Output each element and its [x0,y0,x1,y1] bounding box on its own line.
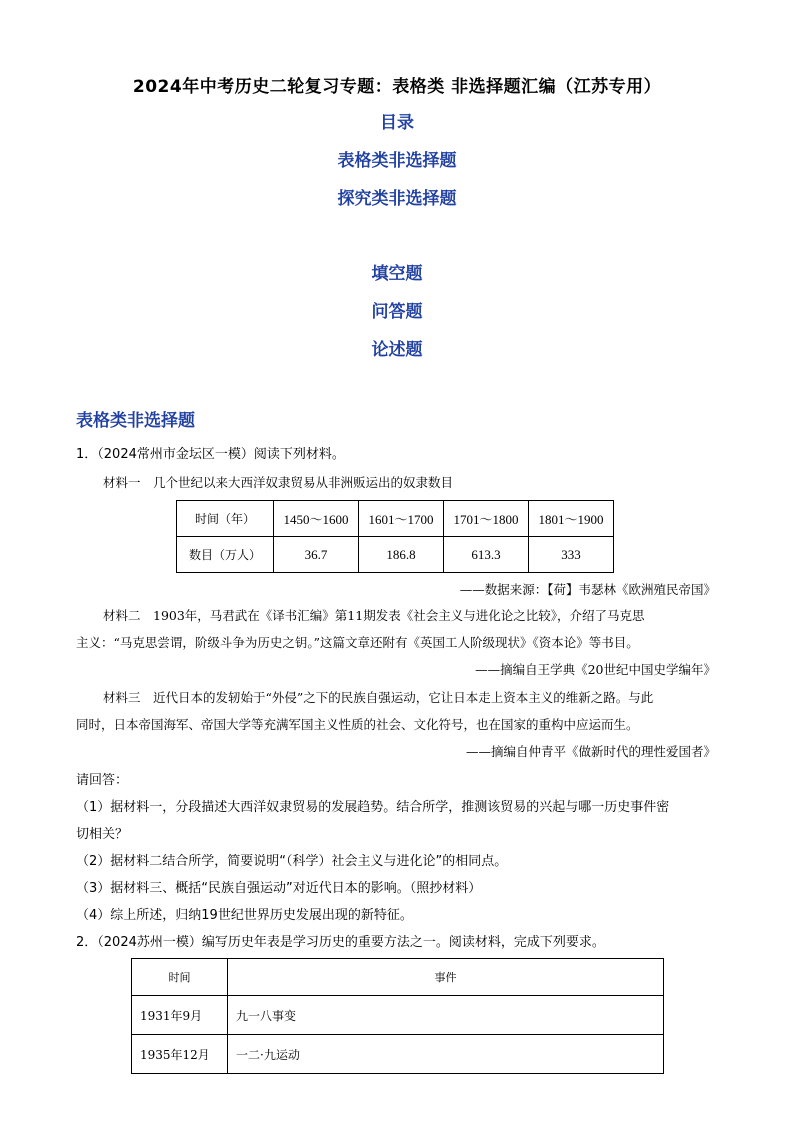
table-row [177,537,614,573]
question-1-stem: 1．（2024常州市金坛区一模）阅读下列材料。 [76,447,345,462]
table-cell: 九一八事变 [228,996,664,1035]
table-row [132,1035,664,1074]
table-cell: 时间 [132,959,228,996]
table-cell: 613.3 [444,537,529,573]
table-cell: 一二·九运动 [228,1035,664,1074]
table-cell: 时间（年） [177,501,274,537]
material-1-source: ——数据来源：【荷】韦瑟林《欧洲殖民帝国》 [459,582,716,597]
table-cell: 1935年12月 [132,1035,228,1074]
sub-question-2: （2）据材料二结合所学，简要说明“（科学）社会主义与进化论”的相同点。 [76,854,508,869]
table-cell: 186.8 [359,537,444,573]
sub-question-1-line-2: 切相关？ [76,827,129,842]
table-cell: 数目（万人） [177,537,274,573]
sub-question-1-line-1: （1）据材料一，分段描述大西洋奴隶贸易的发展趋势。结合所学，推测该贸易的兴起与哪一历史事件密 [76,800,670,815]
table-cell: 333 [529,537,614,573]
material-3-line-2: 同时，日本帝国海军、帝国大学等充满军国主义性质的社会、文化符号，也在国家的重构中应运而生。 [76,717,639,732]
table-cell: 1601～1700 [359,501,444,537]
table-cell: 1701～1800 [444,501,529,537]
sub-question-4: （4）综上所述，归纳19世纪世界历史发展出现的新特征。 [76,908,413,923]
section-heading: 表格类非选择题 [76,411,195,431]
material-3-source: ——摘编自仲青平《做新时代的理性爱国者》 [465,744,716,759]
material-3-line-1: 材料三 近代日本的发轫始于“外侵”之下的民族自强运动，它让日本走上资本主义的维新之路。与此 [103,690,654,705]
table-cell: 1801～1900 [529,501,614,537]
table-cell: 1450～1600 [274,501,359,537]
material-2-line-1: 材料二 1903年，马君武在《译书汇编》第11期发表《社会主义与进化论之比较》，介绍了马克思 [103,608,645,623]
table-row [132,996,664,1035]
answer-prompt: 请回答： [76,773,129,788]
toc-item-essay[interactable]: 论述题 [371,340,423,360]
material-2-source: ——摘编自王学典《20世纪中国史学编年》 [475,662,716,677]
toc-item-fill-blank[interactable]: 填空题 [371,264,423,284]
material-1-caption: 材料一 几个世纪以来大西洋奴隶贸易从非洲贩运出的奴隶数目 [103,475,454,490]
toc-heading: 目录 [380,113,414,133]
table-cell: 事件 [228,959,664,996]
sub-question-3: （3）据材料三、概括“民族自强运动”对近代日本的影响。（照抄材料） [76,881,482,896]
toc-item-inquiry-questions[interactable]: 探究类非选择题 [337,189,457,209]
toc-item-short-answer[interactable]: 问答题 [371,302,423,322]
table-cell: 1931年9月 [132,996,228,1035]
slave-trade-table [176,500,614,573]
document-title: 2024年中考历史二轮复习专题：表格类 非选择题汇编（江苏专用） [132,77,662,97]
history-timeline-table [131,958,664,1074]
table-row [177,501,614,537]
table-header-row [132,959,664,996]
toc-item-table-questions[interactable]: 表格类非选择题 [337,151,457,171]
question-2-stem: 2．（2024苏州一模）编写历史年表是学习历史的重要方法之一。阅读材料，完成下列要求。 [76,935,605,950]
table-cell: 36.7 [274,537,359,573]
material-2-line-2: 主义：“马克思尝谓，阶级斗争为历史之钥。”这篇文章还附有《英国工人阶级现状》《资本论》等书目。 [76,635,639,650]
